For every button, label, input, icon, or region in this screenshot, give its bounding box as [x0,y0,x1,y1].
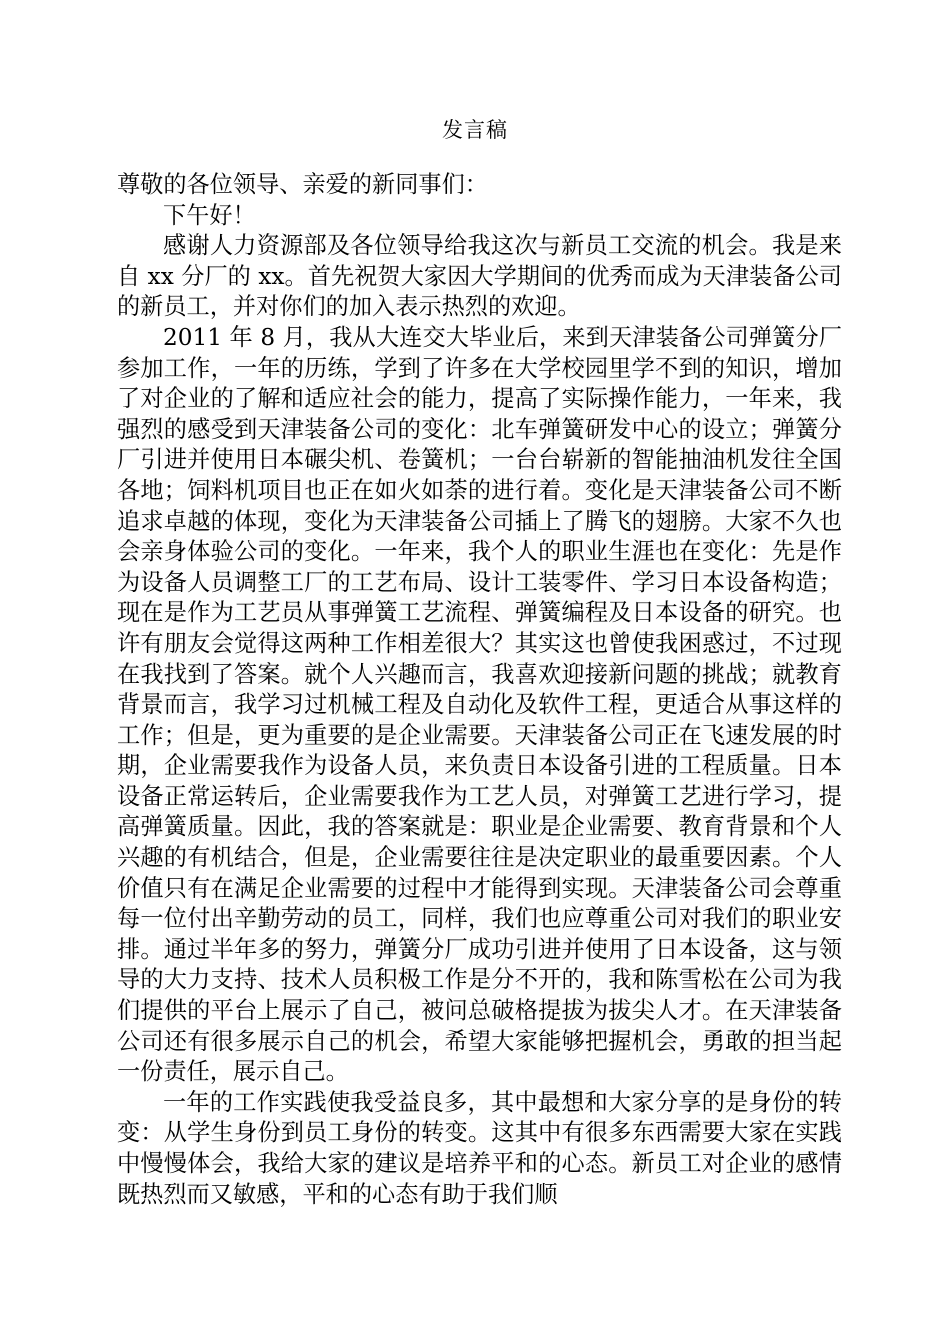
paragraph-greeting: 下午好！ [163,201,256,229]
paragraph-experience: 2011 年 8 月，我从大连交大毕业后，来到天津装备公司弹簧分厂参加工作，一年的历练，学到了许多在大学校园里学不到的知识，增加了对企业的了解和适应社会的能力，提高了实际操作能力，一年来，我强烈的感受到天津装备公司的变化：北车弹簧研发中心的设立；弹簧分厂引进并使用日本碾尖机、卷簧机；一台台崭新的智能抽油机发往全国各地；饲料机项目也正在如火如荼的进行着。变化是天津装备公司不断追求卓越的体现，变化为天津装备公司插上了腾飞的翅膀。大家不久也会亲身体验公司的变化。一年来，我个人的职业生涯也在变化：先是作为设备人员调整工厂的工艺布局、设计工装零件、学习日本设备构造；现在是作为工艺员从事弹簧工艺流程、弹簧编程及日本设备的研究。也许有朋友会觉得这两种工作相差很大？其实这也曾使我困惑过，不过现在我找到了答案。就个人兴趣而言，我喜欢迎接新问题的挑战；就教育背景而言，我学习过机械工程及自动化及软件工程，更适合从事这样的工作；但是，更为重要的是企业需要。天津装备公司正在飞速发展的时期，企业需要我作为设备人员，来负责日本设备引进的工程质量。日本设备正常运转后，企业需要我作为工艺人员，对弹簧工艺进行学习，提高弹簧质量。因此，我的答案就是：职业是企业需要、教育背景和个人兴趣的有机结合，但是，企业需要往往是决定职业的最重要因素。个人价值只有在满足企业需要的过程中才能得到实现。天津装备公司会尊重每一位付出辛勤劳动的员工，同样，我们也应尊重公司对我们的职业安排。通过半年多的努力，弹簧分厂成功引进并使用了日本设备，这与领导的大力支持、技术人员积极工作是分不开的，我和陈雪松在公司为我们提供的平台上展示了自己，被问总破格提拔为拔尖人才。在天津装备公司还有很多展示自己的机会，希望大家能够把握机会，勇敢的担当起一份责任，展示自己。 [117,323,842,1086]
paragraph-thanks: 感谢人力资源部及各位领导给我这次与新员工交流的机会。我是来自 xx 分厂的 xx。首先祝贺大家因大学期间的优秀而成为天津装备公司的新员工，并对你们的加入表示热烈的欢迎。 [117,232,842,321]
salutation: 尊敬的各位领导、亲爱的新同事们： [117,171,488,198]
document-title: 发言稿 [442,118,508,142]
document-body [117,170,842,1210]
paragraph-advice: 一年的工作实践使我受益良多，其中最想和大家分享的是身份的转变：从学生身份到员工身份的转变。这其中有很多东西需要大家在实践中慢慢体会，我给大家的建议是培养平和的心态。新员工对企业的感情既热烈而又敏感，平和的心态有助于我们顺 [117,1088,842,1208]
